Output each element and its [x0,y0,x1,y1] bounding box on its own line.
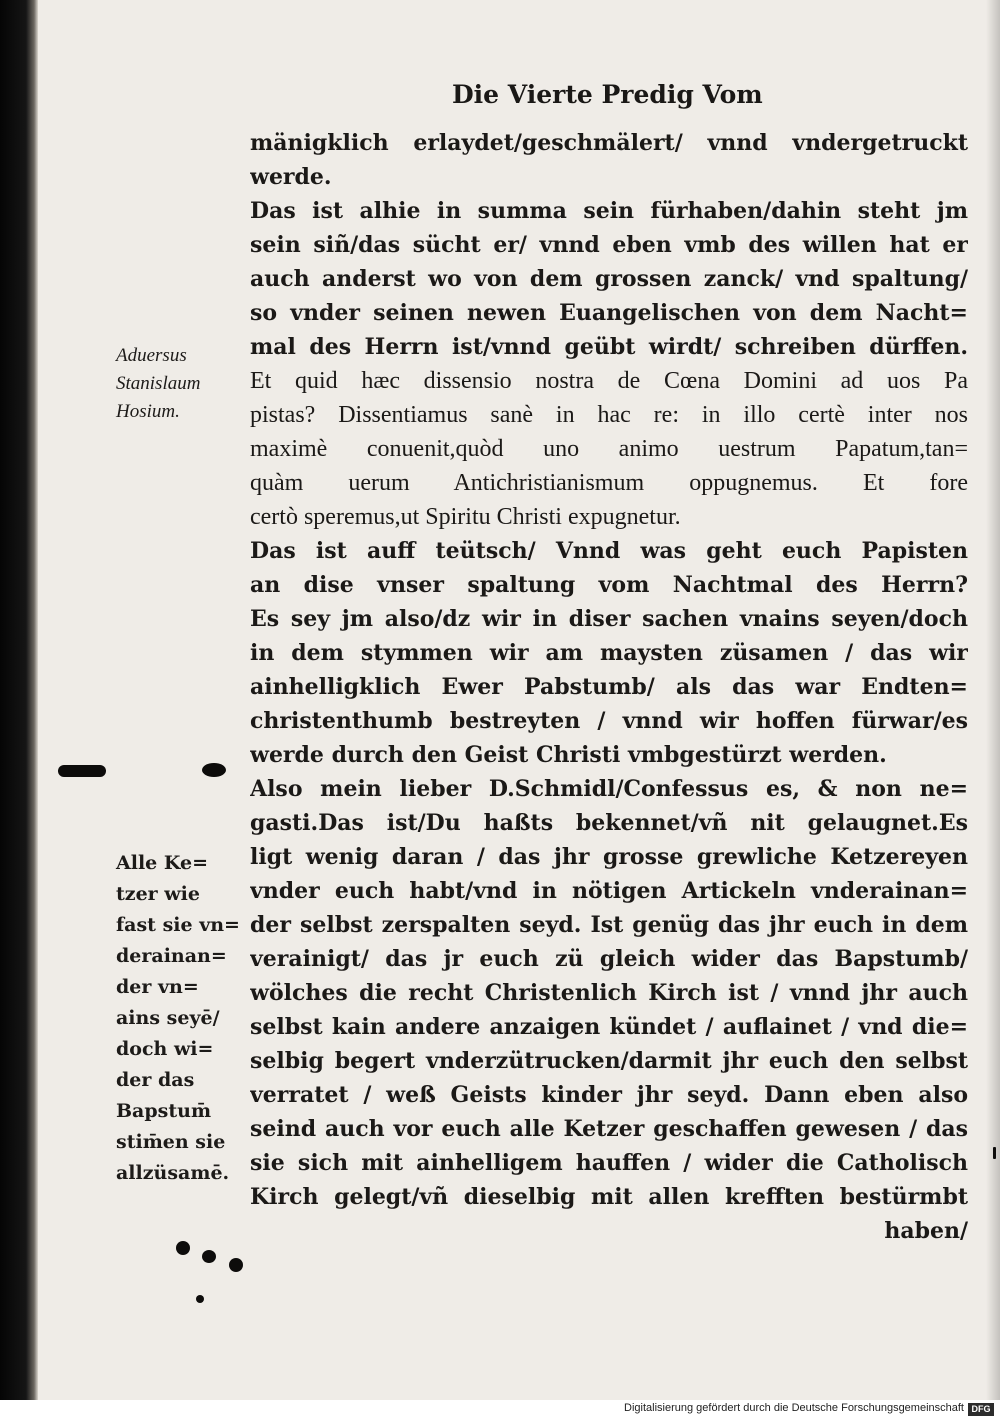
text-line: maximè conuenit,quòd uno animo uestrum Papatum,tan= [250,436,968,462]
text-line: selbst kain andere anzaigen kündet / auflainet / vnd die= [250,1014,968,1040]
margin-note-line: Alle Ke= [116,852,208,874]
text-line: wölches die recht Christenlich Kirch ist / vnnd jhr auch [250,980,968,1006]
margin-note-line: Aduersus [116,345,187,366]
text-line: Also mein lieber D.Schmidl/Confessus es, & non ne= [250,776,968,802]
text-line: mänigklich erlaydet/geschmälert/ vnnd vndergetruckt [250,130,968,156]
text-line: so vnder seinen newen Euangelischen von dem Nacht= [250,300,968,326]
footer-bar [0,1400,1000,1420]
footer-credit: Digitalisierung gefördert durch die Deutsche Forschungsgemeinschaft [624,1402,964,1414]
margin-note-line: stim̄en sie [116,1131,226,1153]
margin-note-german [116,848,248,1189]
margin-note-line: Stanislaum [116,373,201,394]
ink-mark [202,1250,216,1263]
text-line: der selbst zerspalten seyd. Ist genüg das jhr euch in dem [250,912,968,938]
text-line: werde. [250,164,332,190]
text-line: christenthumb bestreyten / vnnd wir hoffen fürwar/es [250,708,968,734]
text-line: selbig begert vnderzütrucken/darmit jhr euch den selbst [250,1048,968,1074]
ink-mark [993,1147,996,1159]
text-line: mal des Herrn ist/vnnd geübt wirdt/ schreiben dürffen. [250,334,968,360]
margin-note-line: doch wi= [116,1038,214,1060]
text-line: Kirch gelegt/vñ dieselbig mit allen krefften bestürmbt [250,1184,968,1210]
text-line: sie sich mit ainhelligem hauffen / wider die Catholisch [250,1150,968,1176]
text-line: haben/ [884,1218,968,1244]
text-line: quàm uerum Antichristianismum oppugnemus. Et fore [250,470,968,496]
margin-note-line: derainan= [116,945,227,967]
margin-note-line: Bapstum̄ [116,1100,212,1122]
ink-mark [196,1295,204,1303]
dfg-logo: DFG [968,1403,994,1416]
text-line: certò speremus,ut Spiritu Christi expugnetur. [250,504,681,530]
margin-note-line: tzer wie [116,883,200,905]
margin-note-line: ains seyē/ [116,1007,220,1029]
text-line: sein siñ/das sücht er/ vnnd eben vmb des willen hat er [250,232,968,258]
ink-mark [229,1258,243,1272]
ink-mark [202,763,226,777]
margin-note-line: fast sie vn= [116,914,240,936]
text-line: auch anderst wo von dem grossen zanck/ vnd spaltung/ [250,266,968,292]
body-text [250,126,968,1248]
text-line: Das ist alhie in summa sein fürhaben/dahin steht jm [250,198,968,224]
text-line: ainhelligklich Ewer Pabstumb/ als das war Endten= [250,674,968,700]
margin-note-line: der vn= [116,976,199,998]
text-line: seind auch vor euch alle Ketzer geschaffen gewesen / das [250,1116,968,1142]
running-head: Die Vierte Predig Vom [452,80,763,109]
ink-mark [176,1241,190,1255]
text-line: pistas? Dissentiamus sanè in hac re: in illo certè inter nos [250,402,968,428]
text-line: werde durch den Geist Christi vmbgestürzt werden. [250,742,887,768]
ink-mark [58,765,106,777]
text-line: Es sey jm also/dz wir in diser sachen vnains seyen/doch [250,606,968,632]
text-line: ligt wenig daran / das jhr grosse grewliche Ketzereyen [250,844,968,870]
text-line: vnder euch habt/vnd in nötigen Artickeln vnderainan= [250,878,968,904]
text-line: Das ist auff teütsch/ Vnnd was geht euch Papisten [250,538,968,564]
margin-note-line: der das [116,1069,195,1091]
margin-note-latin [116,342,236,426]
text-line: Et quid hæc dissensio nostra de Cœna Domini ad uos Pa [250,368,968,394]
margin-note-line: allzüsamē. [116,1162,230,1184]
text-line: verainigt/ das jr euch zü gleich wider das Bapstumb/ [250,946,968,972]
margin-note-line: Hosium. [116,401,180,422]
text-line: an dise vnser spaltung vom Nachtmal des Herrn? [250,572,968,598]
text-line: in dem stymmen wir am maysten züsamen / das wir [250,640,968,666]
text-line: verratet / weß Geists kinder jhr seyd. Dann eben also [250,1082,968,1108]
text-line: gasti.Das ist/Du haßts bekennet/vñ nit gelaugnet.Es [250,810,968,836]
